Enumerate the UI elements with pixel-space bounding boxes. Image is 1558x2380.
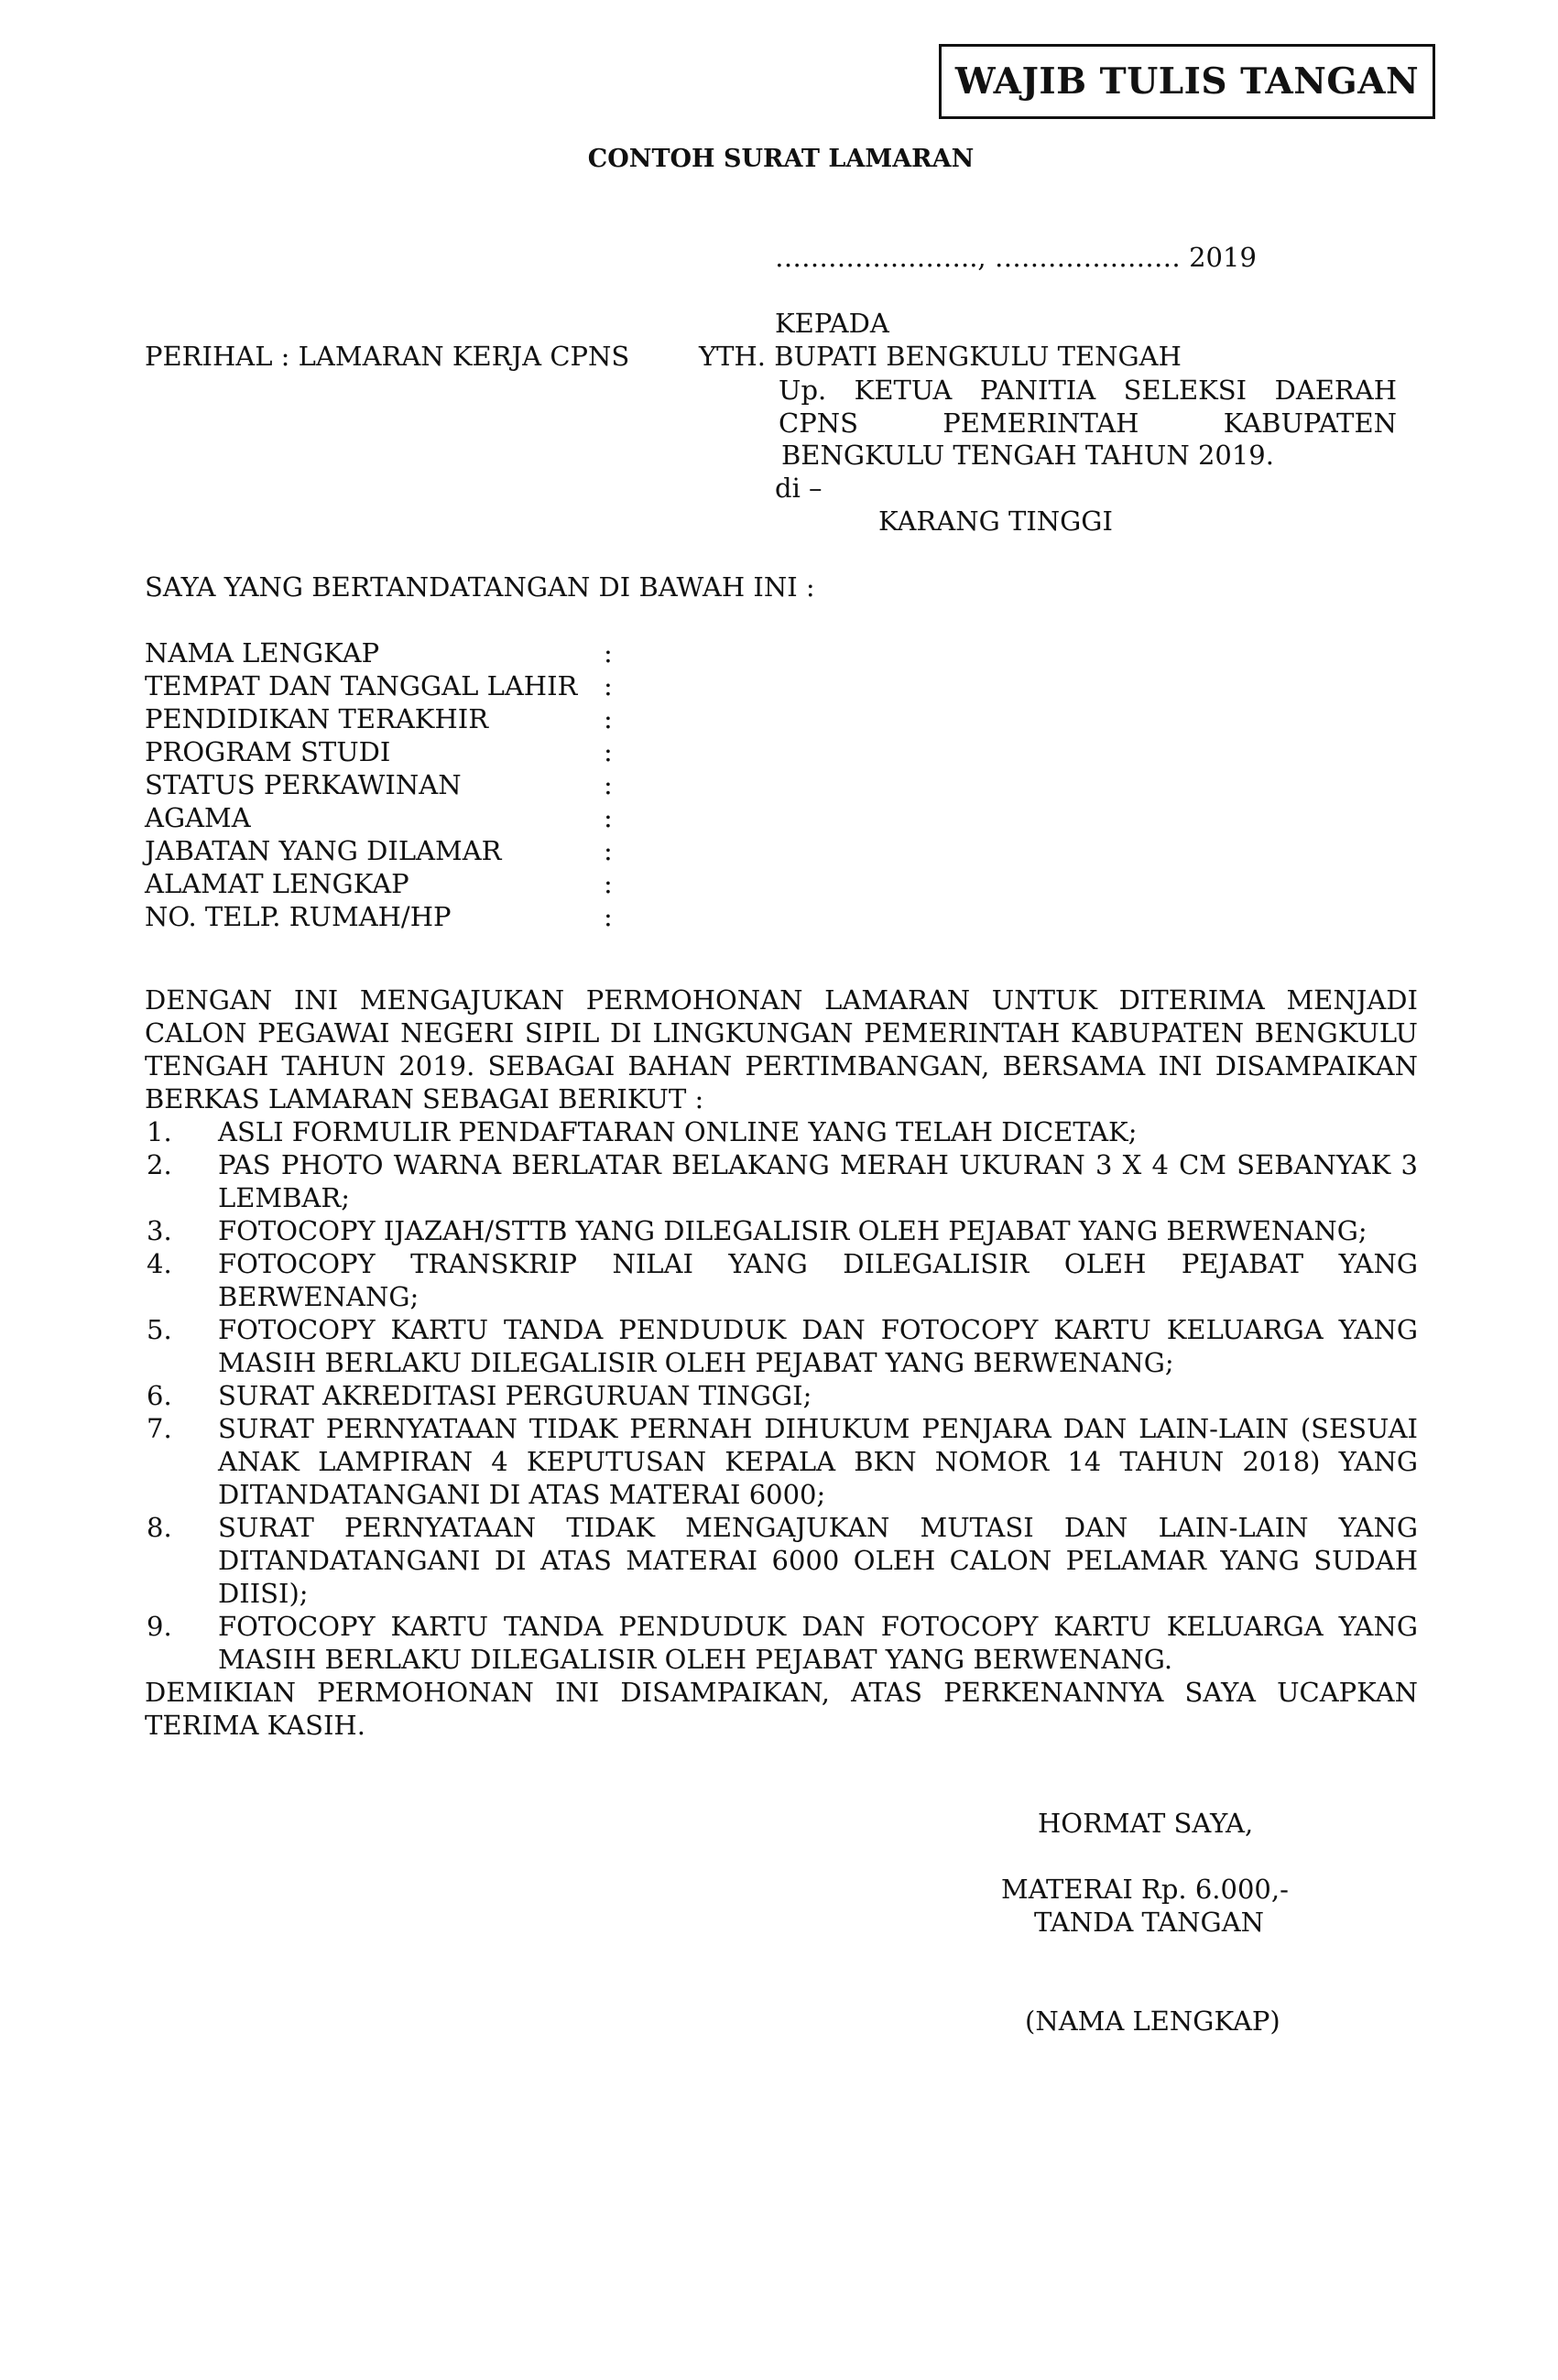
list-item-line: SURAT PERNYATAAN TIDAK MENGAJUKAN MUTASI DAN LAIN-LAIN YANG — [218, 1512, 1418, 1543]
field-colon: : — [604, 835, 613, 866]
recipient-kepada: KEPADA — [775, 308, 889, 339]
document-title-text: CONTOH SURAT LAMARAN — [587, 145, 975, 173]
list-item-line: DITANDATANGANI DI ATAS MATERAI 6000 OLEH CALON PELAMAR YANG SUDAH — [218, 1545, 1418, 1576]
field-colon: : — [604, 736, 613, 767]
field-colon: : — [604, 901, 613, 932]
signature-greeting: HORMAT SAYA, — [1038, 1808, 1254, 1839]
list-item — [218, 1247, 1418, 1313]
list-item — [218, 1412, 1418, 1511]
field-colon: : — [604, 703, 613, 734]
document-title — [0, 145, 1558, 173]
list-item — [218, 1511, 1418, 1610]
intro-statement: SAYA YANG BERTANDATANGAN DI BAWAH INI : — [145, 571, 815, 603]
list-item — [218, 1313, 1418, 1379]
list-item-number: 2. — [147, 1149, 172, 1180]
field-label: ALAMAT LENGKAP — [145, 868, 409, 899]
list-item-line: LEMBAR; — [218, 1182, 350, 1213]
body-line: TENGAH TAHUN 2019. SEBAGAI BAHAN PERTIMBANGAN, BERSAMA INI DISAMPAIKAN — [145, 1050, 1418, 1081]
recipient-yth: YTH. BUPATI BENGKULU TENGAH — [699, 341, 1182, 372]
list-item-line: DIISI); — [218, 1578, 309, 1609]
list-item-number: 9. — [147, 1611, 172, 1642]
recipient-up-line-2: CPNS PEMERINTAH KABUPATEN — [779, 408, 1397, 439]
list-item-line: FOTOCOPY KARTU TANDA PENDUDUK DAN FOTOCOPY KARTU KELUARGA YANG — [218, 1314, 1418, 1345]
handwrite-required-stamp — [939, 44, 1435, 119]
field-colon: : — [604, 637, 613, 668]
list-item-number: 6. — [147, 1380, 172, 1411]
list-item-number: 7. — [147, 1413, 172, 1444]
list-item — [218, 1148, 1418, 1214]
list-item-line: FOTOCOPY KARTU TANDA PENDUDUK DAN FOTOCOPY KARTU KELUARGA YANG — [218, 1611, 1418, 1642]
list-item-number: 3. — [147, 1215, 172, 1246]
field-label: JABATAN YANG DILAMAR — [145, 835, 502, 866]
date-line: ………………….., ………………… 2019 — [775, 242, 1257, 273]
list-item-number: 8. — [147, 1512, 172, 1543]
field-colon: : — [604, 802, 613, 833]
list-item — [218, 1115, 1418, 1148]
signature-tanda-tangan: TANDA TANGAN — [1034, 1907, 1265, 1938]
list-item-number: 1. — [147, 1116, 172, 1147]
recipient-up-line-3: BENGKULU TENGAH TAHUN 2019. — [781, 440, 1274, 471]
body-line: BERKAS LAMARAN SEBAGAI BERIKUT : — [145, 1083, 704, 1114]
field-colon: : — [604, 670, 613, 701]
list-item-line: MASIH BERLAKU DILEGALISIR OLEH PEJABAT YANG BERWENANG; — [218, 1347, 1174, 1378]
list-item-line: FOTOCOPY IJAZAH/STTB YANG DILEGALISIR OLEH PEJABAT YANG BERWENANG; — [218, 1215, 1367, 1246]
signature-full-name: (NAMA LENGKAP) — [1025, 2005, 1280, 2037]
recipient-place: KARANG TINGGI — [878, 505, 1113, 537]
closing-paragraph — [145, 1676, 1418, 1742]
list-item-line: SURAT AKREDITASI PERGURUAN TINGGI; — [218, 1380, 812, 1411]
list-item-line: FOTOCOPY TRANSKRIP NILAI YANG DILEGALISIR OLEH PEJABAT YANG — [218, 1248, 1418, 1279]
body-line: CALON PEGAWAI NEGERI SIPIL DI LINGKUNGAN PEMERINTAH KABUPATEN BENGKULU — [145, 1017, 1418, 1049]
closing-line: TERIMA KASIH. — [145, 1710, 365, 1741]
field-colon: : — [604, 868, 613, 899]
signature-materai: MATERAI Rp. 6.000,- — [1001, 1874, 1289, 1905]
list-item-number: 5. — [147, 1314, 172, 1345]
list-item — [218, 1610, 1418, 1676]
recipient-di: di – — [775, 473, 823, 504]
field-colon: : — [604, 769, 613, 800]
body-paragraph — [145, 984, 1418, 1115]
list-item-line: SURAT PERNYATAAN TIDAK PERNAH DIHUKUM PENJARA DAN LAIN-LAIN (SESUAI — [218, 1413, 1418, 1444]
list-item — [218, 1214, 1418, 1247]
body-line: DENGAN INI MENGAJUKAN PERMOHONAN LAMARAN UNTUK DITERIMA MENJADI — [145, 984, 1418, 1016]
field-label: AGAMA — [145, 802, 251, 833]
list-item-line: DITANDATANGANI DI ATAS MATERAI 6000; — [218, 1479, 826, 1510]
list-item-line: PAS PHOTO WARNA BERLATAR BELAKANG MERAH UKURAN 3 X 4 CM SEBANYAK 3 — [218, 1149, 1418, 1180]
field-label: TEMPAT DAN TANGGAL LAHIR — [145, 670, 578, 701]
field-label: NAMA LENGKAP — [145, 637, 380, 668]
closing-line: DEMIKIAN PERMOHONAN INI DISAMPAIKAN, ATAS PERKENANNYA SAYA UCAPKAN — [145, 1677, 1418, 1708]
list-item — [218, 1379, 1418, 1412]
list-item-line: ANAK LAMPIRAN 4 KEPUTUSAN KEPALA BKN NOMOR 14 TAHUN 2018) YANG — [218, 1446, 1418, 1477]
field-label: PROGRAM STUDI — [145, 736, 391, 767]
subject-line: PERIHAL : LAMARAN KERJA CPNS — [145, 341, 630, 372]
list-item-line: MASIH BERLAKU DILEGALISIR OLEH PEJABAT YANG BERWENANG. — [218, 1644, 1173, 1675]
stamp-text: WAJIB TULIS TANGAN — [954, 60, 1420, 103]
field-label: PENDIDIKAN TERAKHIR — [145, 703, 489, 734]
list-item-line: BERWENANG; — [218, 1281, 419, 1312]
field-label: NO. TELP. RUMAH/HP — [145, 901, 452, 932]
list-item-line: ASLI FORMULIR PENDAFTARAN ONLINE YANG TELAH DICETAK; — [218, 1116, 1138, 1147]
recipient-up-line-1: Up. KETUA PANITIA SELEKSI DAERAH — [779, 375, 1397, 406]
list-item-number: 4. — [147, 1248, 172, 1279]
field-label: STATUS PERKAWINAN — [145, 769, 462, 800]
